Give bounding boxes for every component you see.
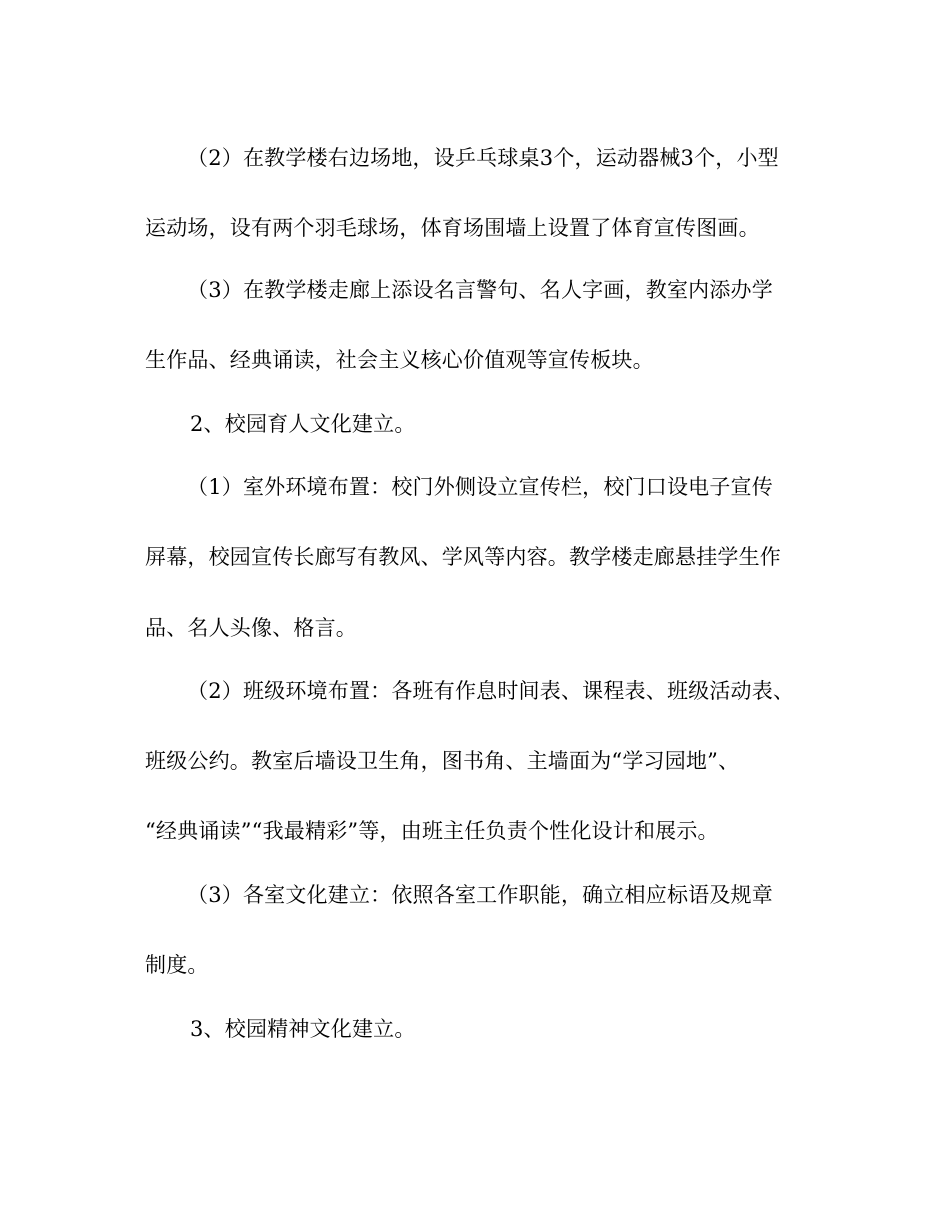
paragraph-line: 运动场，设有两个羽毛球场，体育场围墙上设置了体育宣传图画。 [145, 216, 760, 240]
paragraph-line: （2）班级环境布置：各班有作息时间表、课程表、班级活动表、 [187, 679, 795, 703]
paragraph-line: 班级公约。教室后墙设卫生角，图书角、主墙面为“学习园地”、 [145, 749, 740, 773]
paragraph-line: （3）在教学楼走廊上添设名言警句、名人字画，教室内添办学 [187, 278, 773, 302]
paragraph-line: （2）在教学楼右边场地，设乒乓球桌3个，运动器械3个，小型 [187, 146, 779, 170]
paragraph-line: 生作品、经典诵读，社会主义核心价值观等宣传板块。 [145, 348, 654, 372]
section-heading: 3、校园精神文化建立。 [190, 1017, 416, 1041]
section-heading: 2、校园育人文化建立。 [190, 412, 416, 436]
paragraph-line: “经典诵读”“我最精彩”等，由班主任负责个性化设计和展示。 [145, 819, 719, 843]
paragraph-line: （1）室外环境布置：校门外侧设立宣传栏，校门口设电子宣传 [187, 475, 773, 499]
paragraph-line: （3）各室文化建立：依照各室工作职能，确立相应标语及规章 [187, 883, 773, 907]
paragraph-line: 屏幕，校园宣传长廊写有教风、学风等内容。教学楼走廊悬挂学生作 [145, 545, 781, 569]
paragraph-line: 制度。 [145, 953, 209, 977]
paragraph-line: 品、名人头像、格言。 [145, 616, 357, 640]
